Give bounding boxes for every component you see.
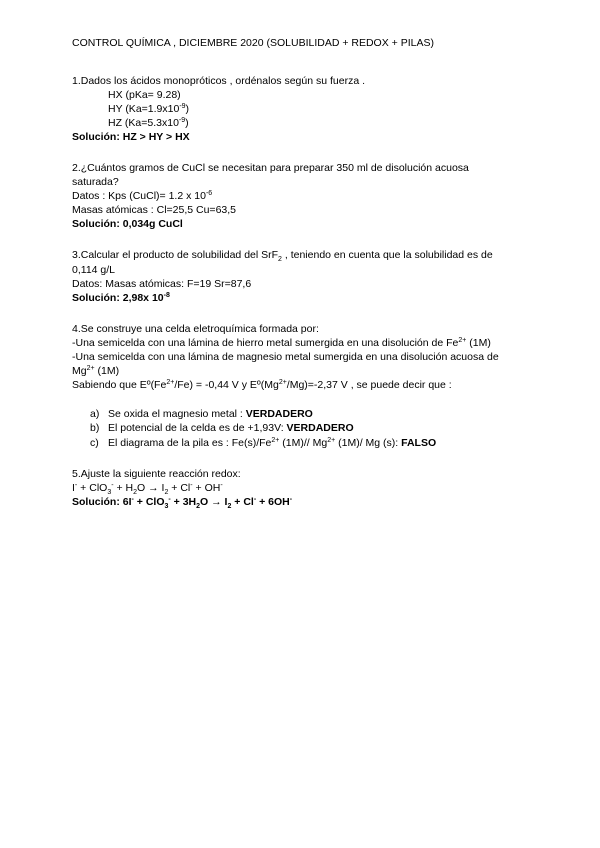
q4-prompt: 4.Se construye una celda eletroquímica formada por:: [72, 323, 319, 335]
q4-option-b: b) El potencial de la celda es de +1,93V: VERDADERO: [90, 422, 354, 434]
q4-option-a: a) Se oxida el magnesio metal : VERDADERO: [90, 408, 313, 420]
q4-line-mg-conc: $Mg^{2+}$ (1M): [72, 365, 120, 377]
q3-prompt-line2: 0,114 g/L: [72, 264, 116, 276]
q1-hy: HY $(Ka=1.9x10^{-9})$: [108, 103, 190, 115]
q2-prompt-line2: saturada?: [72, 176, 119, 188]
q5-prompt: 5.Ajuste la siguiente reacción redox:: [72, 468, 241, 480]
q1-solution: Solución: HZ > HY > HX: [72, 131, 190, 143]
q3-solution: Solución: 2,98x $10^{-8}$: [72, 292, 170, 304]
q4-potentials: Sabiendo que $Eº(Fe^{2+}/Fe) = -0,44$ V y $Eº(Mg^{2+}/Mg)=-2,37$ V , se puede decir que :: [72, 379, 452, 391]
q1-hz: HZ $(Ka=5.3x10^{-9})$: [108, 117, 189, 129]
q1-prompt: 1.Dados los ácidos monopróticos , ordénalos según su fuerza .: [72, 75, 366, 87]
q5-equation: $I^- + ClO_3^- + H_2O \to I_2 + Cl^- + OH^-$: [72, 482, 223, 496]
q3-masses: Datos: Masas atómicas: F=19 Sr=87,6: [72, 278, 252, 290]
q4-option-c: c) El diagrama de la pila es : $Fe(s)/Fe^{2+}$ (1M)// $Mg^{2+}$ (1M)/ Mg (s): FALSO: [90, 437, 437, 449]
q2-masses: Masas atómicas : Cl=25,5 Cu=63,5: [72, 204, 237, 216]
q3-prompt-line1: 3.Calcular el producto de solubilidad del SrF$_2$ , teniendo en cuenta que la solubilidad es de: [72, 249, 493, 263]
q2-prompt-line1: 2.¿Cuántos gramos de CuCl se necesitan para preparar 350 ml de disolución acuosa: [72, 162, 469, 174]
q2-solution: Solución: 0,034g CuCl: [72, 218, 183, 230]
q5-solution: Solución: $6I^- + ClO_3^- + 3H_2O \to I_2 + Cl^- + 6OH^-$: [72, 496, 293, 510]
q4-line-magnesium: -Una semicelda con una lámina de magnesio metal sumergida en una disolución acuosa de: [72, 351, 499, 363]
q4-line-iron: -Una semicelda con una lámina de hierro metal sumergida en una disolución de $Fe^{2+}$ (1M): [72, 337, 491, 349]
document-title: CONTROL QUÍMICA , DICIEMBRE 2020 (SOLUBILIDAD + REDOX + PILAS): [72, 37, 434, 49]
q1-hx: HX (pKa= 9.28): [108, 89, 181, 101]
q2-data: Datos : Kps (CuCl)= 1.2 x $10^{-6}$: [72, 190, 213, 202]
